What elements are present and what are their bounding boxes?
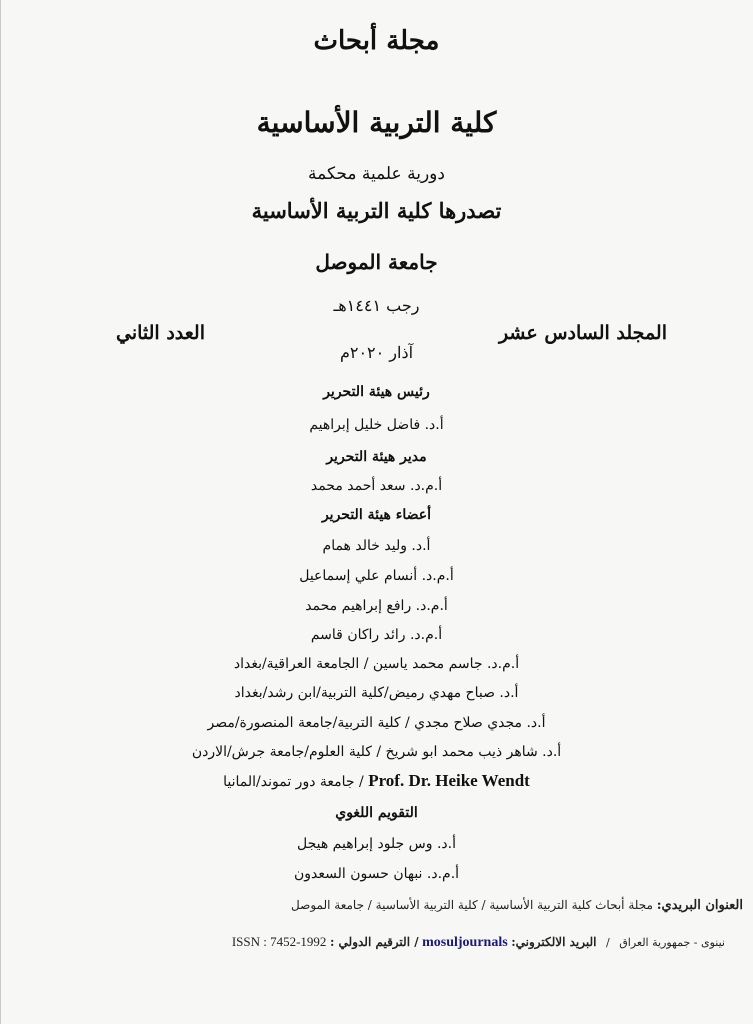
board-member: أ.د. وليد خالد همام xyxy=(322,538,431,554)
board-member: أ.م.د. جاسم محمد ياسين / الجامعة العراقية/بغداد xyxy=(233,656,520,672)
gregorian-date: آذار ٢٠٢٠م xyxy=(339,343,414,362)
country: نينوى - جمهورية العراق xyxy=(619,936,725,949)
college-title: كلية التربية الأساسية xyxy=(256,106,497,139)
foreign-board-member xyxy=(0,771,753,791)
journal-title: مجلة أبحاث xyxy=(313,26,440,56)
language-review-heading: التقويم اللغوي xyxy=(335,805,418,821)
subtitle-peer-reviewed: دورية علمية محكمة xyxy=(308,164,445,184)
board-member: أ.م.د. رافع إبراهيم محمد xyxy=(305,598,448,614)
board-member: أ.د. شاهر ذيب محمد ابو شريخ / كلية العلوم/جامعة جرش/الاردن xyxy=(191,744,562,760)
foreign-member-name: Prof. Dr. Heike Wendt xyxy=(368,771,530,790)
contact-line: نينوى - جمهورية العراق / البريد الالكتروني: mosuljournals / الترقيم الدولي : ISSN : 7452-1992 xyxy=(231,934,725,950)
managing-editor-name: أ.م.د. سعد أحمد محمد xyxy=(310,478,443,494)
postal-address-label: العنوان البريدي: xyxy=(656,898,743,913)
postal-address-line xyxy=(10,898,743,913)
board-member: أ.م.د. أنسام علي إسماعيل xyxy=(299,568,454,584)
board-member: أ.د. صباح مهدي رميض/كلية التربية/ابن رشد/بغداد xyxy=(234,685,519,701)
volume-label: المجلد السادس عشر xyxy=(498,322,667,344)
issn-number: ISSN : 7452-1992 xyxy=(231,934,327,949)
language-reviewer: أ.د. وس جلود إبراهيم هيجل xyxy=(296,836,456,852)
issue-label: العدد الثاني xyxy=(116,322,205,344)
language-reviewer: أ.م.د. نبهان حسون السعدون xyxy=(293,866,460,882)
board-member: أ.م.د. رائد راكان قاسم xyxy=(310,627,443,643)
subtitle-publisher: تصدرها كلية التربية الأساسية xyxy=(251,198,502,223)
chief-editor-heading: رئيس هيئة التحرير xyxy=(323,384,430,400)
email-label: البريد الالكتروني: xyxy=(511,935,597,949)
chief-editor-name: أ.د. فاضل خليل إبراهيم xyxy=(309,417,444,433)
email-link[interactable]: mosuljournals xyxy=(422,935,508,950)
issn-label: / الترقيم الدولي : xyxy=(329,935,419,949)
postal-address: مجلة أبحاث كلية التربية الأساسية / كلية التربية الأساسية / جامعة الموصل xyxy=(291,898,653,912)
board-members-heading: أعضاء هيئة التحرير xyxy=(321,507,432,523)
hijri-date: رجب ١٤٤١هـ xyxy=(333,296,420,315)
foreign-member-affiliation: / جامعة دور تموند/المانيا xyxy=(223,774,364,790)
university-name: جامعة الموصل xyxy=(315,250,438,274)
board-member: أ.د. مجدي صلاح مجدي / كلية التربية/جامعة المنصورة/مصر xyxy=(207,715,546,731)
managing-editor-heading: مدير هيئة التحرير xyxy=(326,449,427,465)
